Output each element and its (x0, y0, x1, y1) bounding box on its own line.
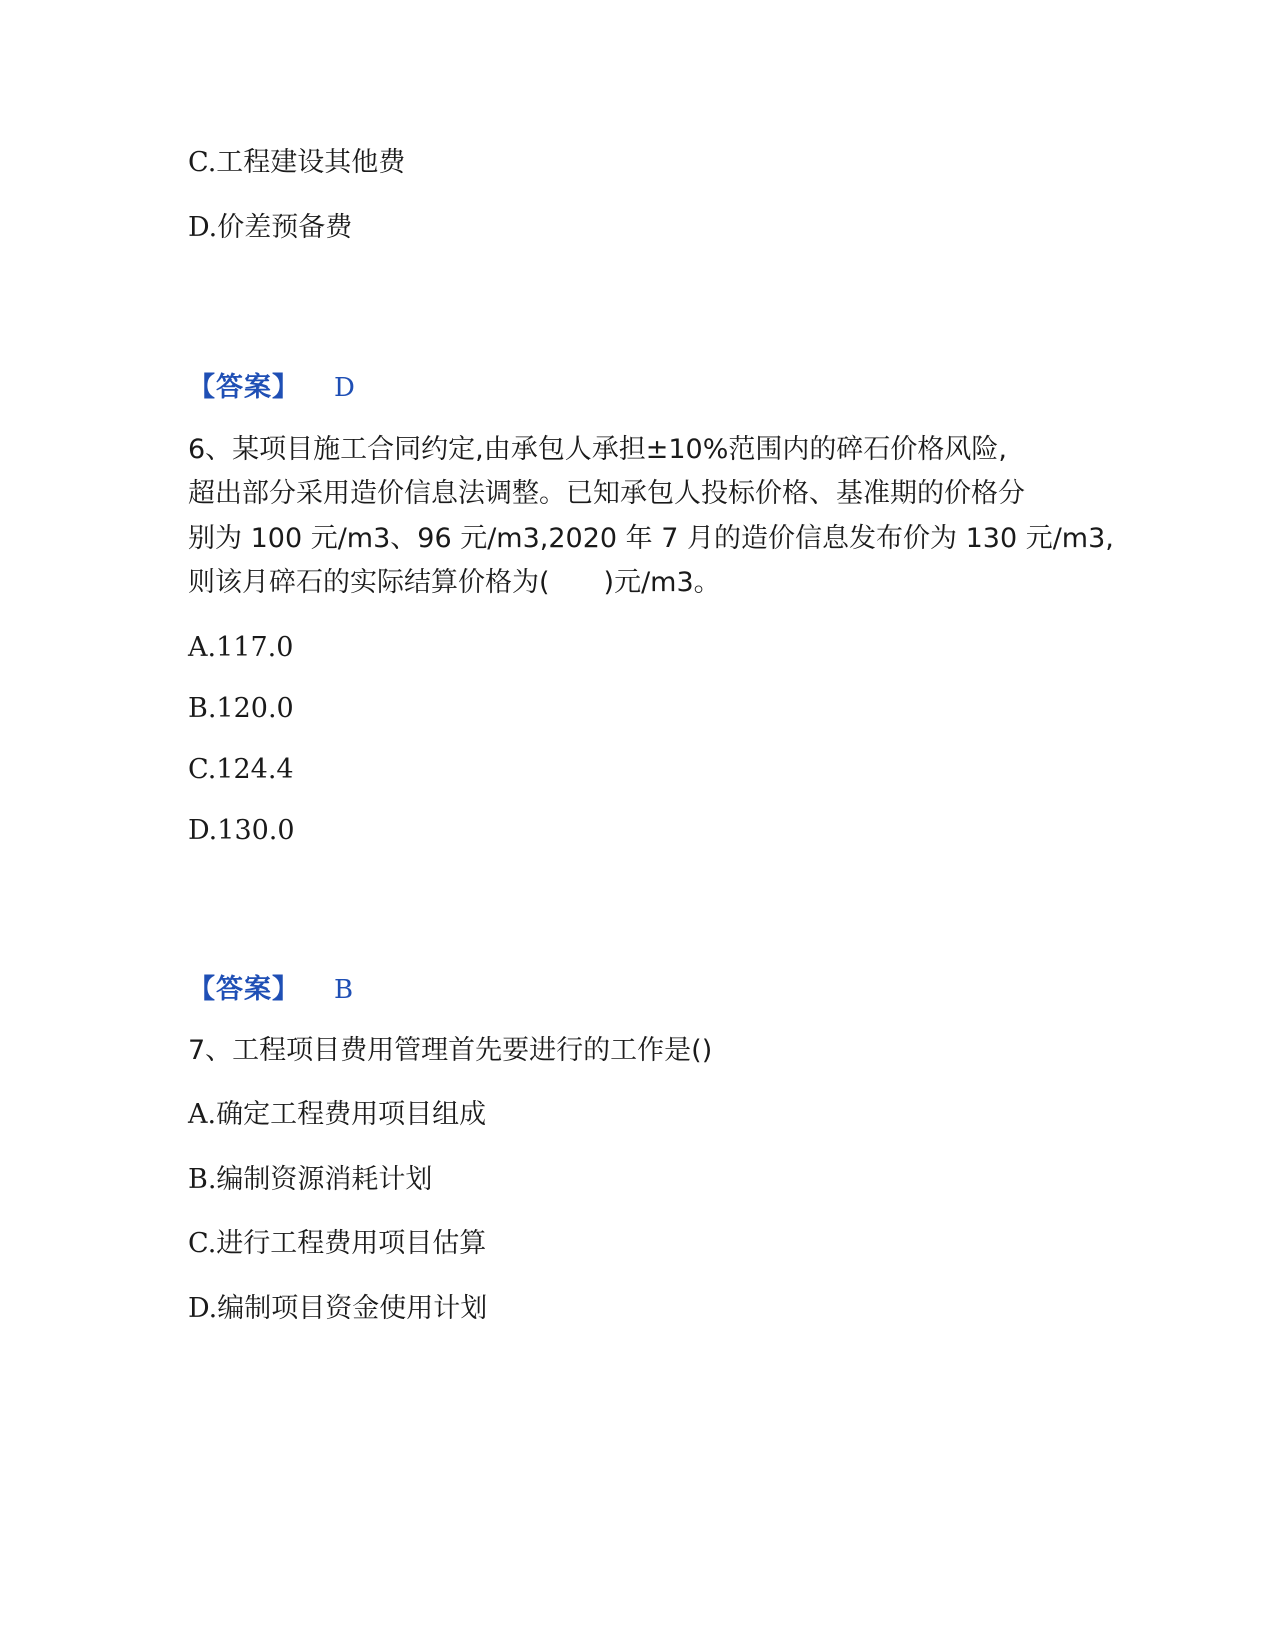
prev-option-c: C.工程建设其他费 (188, 147, 406, 178)
question-7-option-a: A.确定工程费用项目组成 (188, 1099, 487, 1130)
question-6-option-d: D.130.0 (188, 815, 295, 846)
question-7-option-c: C.进行工程费用项目估算 (188, 1228, 487, 1259)
question-7-stem: 7、工程项目费用管理首先要进行的工作是() (188, 1035, 713, 1066)
question-7-option-b: B.编制资源消耗计划 (188, 1164, 433, 1195)
question-6-option-a: A.117.0 (188, 632, 294, 663)
question-6-line-3: 别为 100 元/m3、96 元/m3,2020 年 7 月的造价信息发布价为 130 元/m3, (188, 523, 1114, 554)
question-7-option-d: D.编制项目资金使用计划 (188, 1293, 488, 1324)
question-6-line-1: 6、某项目施工合同约定,由承包人承担±10%范围内的碎石价格风险, (188, 434, 1007, 465)
question-6-line-4: 则该月碎石的实际结算价格为( )元/m3。 (188, 567, 721, 598)
answer-block-2 (188, 972, 353, 1008)
answer-block-1 (188, 370, 355, 406)
answer-value: D (334, 373, 355, 403)
answer-label: 【答案】 (188, 372, 300, 403)
prev-option-d: D.价差预备费 (188, 212, 353, 243)
question-6-option-c: C.124.4 (188, 754, 294, 785)
question-6-option-b: B.120.0 (188, 693, 294, 724)
question-6-line-2: 超出部分采用造价信息法调整。已知承包人投标价格、基准期的价格分 (188, 478, 1025, 509)
answer-label: 【答案】 (188, 974, 300, 1005)
answer-value: B (334, 975, 354, 1005)
